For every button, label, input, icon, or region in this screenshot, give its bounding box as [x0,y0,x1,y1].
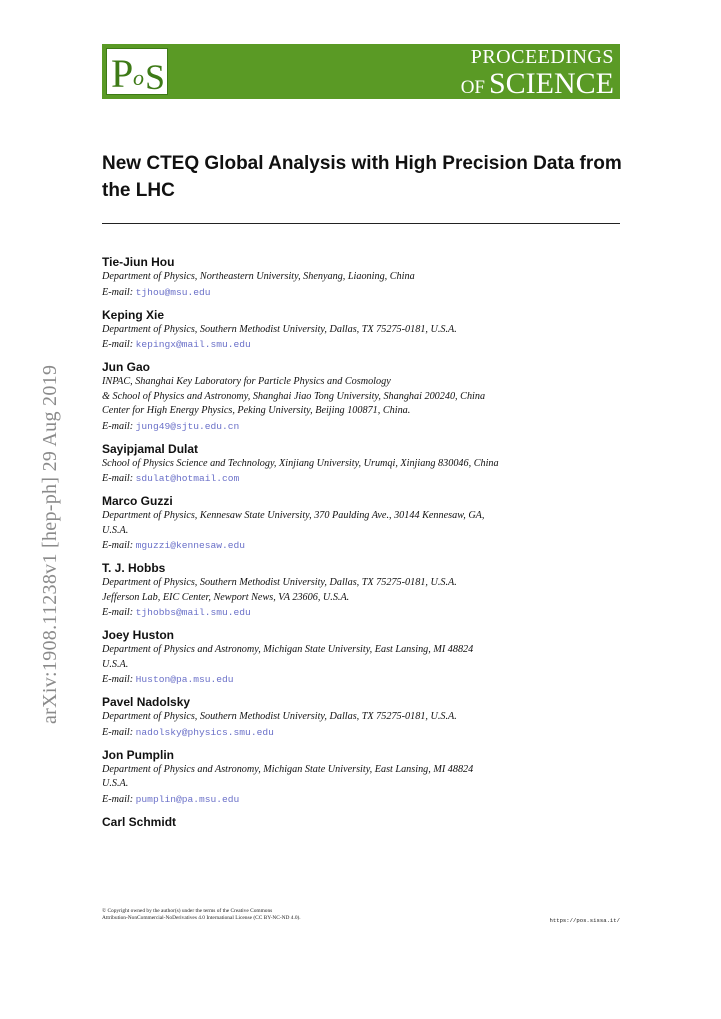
svg-text:o: o [133,65,144,90]
author-name: Keping Xie [102,307,165,322]
email-label: E-mail: [102,607,134,618]
author-email-row [102,285,622,300]
author-entry [102,255,622,300]
author-email-row [102,792,622,807]
author-entry [102,308,622,353]
author-affiliation: School of Physics Science and Technology, Xinjiang University, Urumqi, Xinjiang 830046, China [102,457,499,469]
email-label: E-mail: [102,339,134,350]
banner-science: SCIENCE [488,67,614,100]
author-affiliation: INPAC, Shanghai Key Laboratory for Particle Physics and Cosmology & School of Physics and Astronomy, Shanghai Jiao Tong University, Shanghai 200240, China Center for High Energy Physics, Peking University, Beijing 100871, China. [102,376,486,416]
author-email-link[interactable]: sdulat@hotmail.com [135,473,240,484]
banner-science-row [461,69,614,99]
copyright-notice [102,908,301,922]
author-email-link[interactable]: kepingx@mail.smu.edu [135,339,251,350]
author-name: Tie-Jiun Hou [102,255,175,269]
author-name: Jon Pumplin [102,747,174,762]
author-email-row [102,672,622,687]
author-email-link[interactable]: jung49@sjtu.edu.cn [135,420,240,432]
author-name: Carl Schmidt [102,814,177,829]
author-email-link[interactable]: nadolsky@physics.smu.edu [135,726,274,738]
author-entry [102,442,622,487]
email-label: E-mail: [102,540,134,551]
email-label: E-mail: [102,793,134,805]
author-entry [102,815,622,830]
author-entry [102,748,622,807]
author-affiliation: Department of Physics, Southern Methodist University, Dallas, TX 75275-0181, U.S.A. [102,323,457,335]
author-entry [102,561,622,620]
author-email-row [102,419,622,434]
email-label: E-mail: [102,286,134,298]
author-email-link[interactable]: Huston@pa.msu.edu [135,674,234,685]
arxiv-identifier: arXiv:1908.11238v1 [hep-ph] 29 Aug 2019 [39,364,61,724]
pos-logo-icon [107,49,167,94]
author-name: Sayipjamal Dulat [102,441,199,456]
email-label: E-mail: [102,473,134,484]
author-email-row [102,471,622,486]
author-email-row [102,605,622,620]
proceedings-of-science-title [461,47,614,99]
author-affiliation: Department of Physics, Kennesaw State University, 370 Paulding Ave., 30144 Kennesaw, GA, U.S.A. [102,510,485,536]
author-email-row [102,725,622,740]
paper-title: New CTEQ Global Analysis with High Precision Data from the LHC [102,153,622,201]
author-name: T. J. Hobbs [102,561,166,575]
author-name: Jun Gao [102,360,151,374]
author-entry [102,695,622,740]
banner-proceedings: PROCEEDINGS [470,46,614,68]
author-email-link[interactable]: tjhou@msu.edu [135,286,211,298]
banner-of: OF [460,77,485,98]
pos-logo [106,48,168,95]
pos-url-link[interactable]: https://pos.sissa.it/ [549,917,620,924]
email-label: E-mail: [102,420,134,432]
copyright-line-2: Attribution-NonCommercial-NoDerivatives 4.0 International License (CC BY-NC-ND 4.0). [102,915,301,921]
author-affiliation: Department of Physics, Southern Methodist University, Dallas, TX 75275-0181, U.S.A. Jefferson Lab, EIC Center, Newport News, VA 23606, U.S.A. [102,577,457,603]
author-name: Marco Guzzi [102,494,173,508]
author-affiliation: Department of Physics and Astronomy, Michigan State University, East Lansing, MI 48824 U.S.A. [102,763,474,789]
author-email-row [102,538,622,553]
author-name: Joey Huston [102,628,175,642]
svg-text:S: S [145,57,166,94]
author-email-link[interactable]: mguzzi@kennesaw.edu [135,540,246,551]
author-affiliation: Department of Physics, Northeastern University, Shenyang, Liaoning, China [102,271,415,282]
email-label: E-mail: [102,674,134,685]
pos-header-banner [102,44,620,99]
author-name: Pavel Nadolsky [102,695,191,709]
author-affiliation: Department of Physics, Southern Methodist University, Dallas, TX 75275-0181, U.S.A. [102,711,457,722]
svg-text:P: P [111,51,134,94]
author-email-link[interactable]: pumplin@pa.msu.edu [135,793,240,805]
author-email-link[interactable]: tjhobbs@mail.smu.edu [135,607,251,618]
author-entry [102,628,622,687]
title-divider [102,223,620,224]
copyright-line-1: © Copyright owned by the author(s) under the terms of the Creative Commons [102,908,273,914]
author-entry [102,494,622,553]
author-email-row [102,337,622,352]
author-affiliation: Department of Physics and Astronomy, Michigan State University, East Lansing, MI 48824 U.S.A. [102,644,474,670]
author-entry [102,360,622,434]
author-list [102,255,622,838]
email-label: E-mail: [102,726,134,738]
